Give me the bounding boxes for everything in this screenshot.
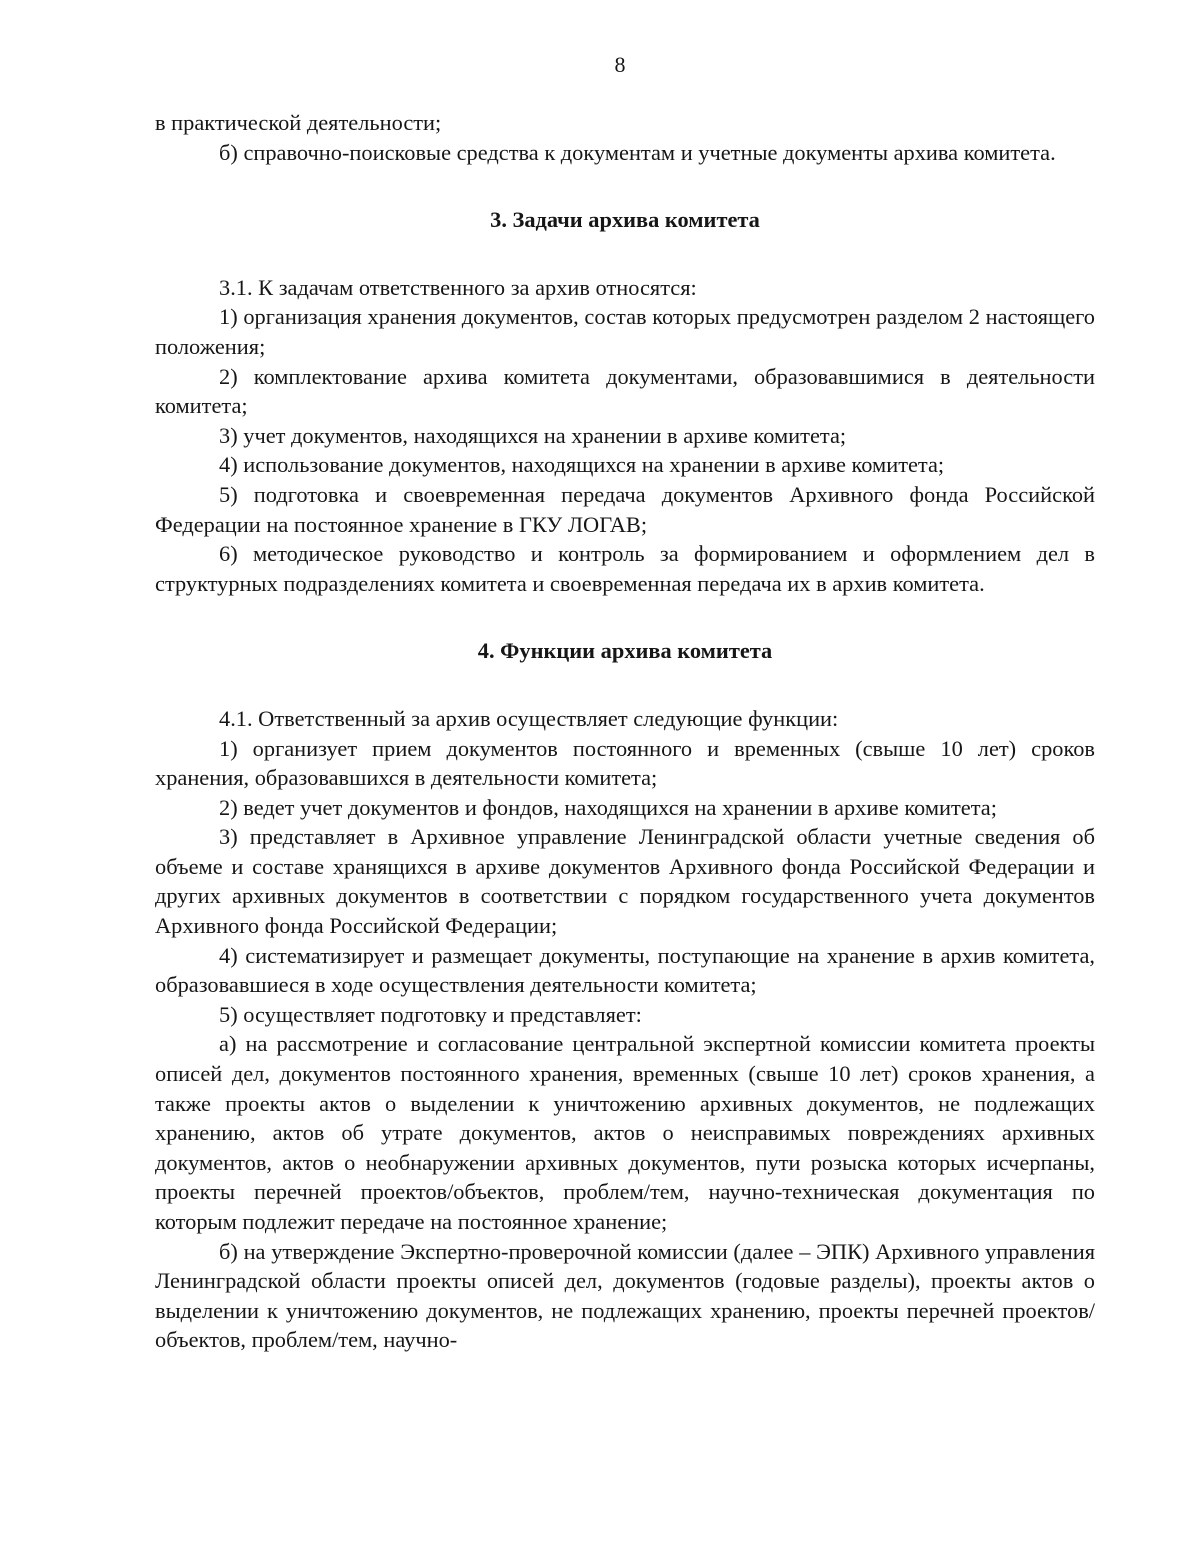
list-item: 5) осуществляет подготовку и представляет: xyxy=(219,1001,642,1027)
section-heading-4: 4. Функции архива комитета xyxy=(477,638,773,664)
paragraph: 3.1. К задачам ответственного за архив относятся: xyxy=(219,274,697,300)
list-item: 1) организация хранения документов, состав которых предусмотрен разделом 2 настоящего положения; xyxy=(155,304,1095,359)
list-item: 2) ведет учет документов и фондов, находящихся на хранении в архиве комитета; xyxy=(219,794,997,820)
page-number: 8 xyxy=(614,52,626,77)
list-item: б) на утверждение Экспертно-проверочной комиссии (далее – ЭПК) Архивного управления Ленинградской области проекты описей дел, документов (годовые разделы), проекты актов о выделении к уничтожению документов, не подлежащих хранению, проекты перечней проектов/объектов, проблем/тем, научно- xyxy=(155,1238,1095,1353)
paragraph: б) справочно-поисковые средства к документам и учетные документы архива комитета. xyxy=(219,139,1056,165)
list-item: 3) представляет в Архивное управление Ленинградской области учетные сведения об объеме и составе хранящихся в архиве документов Архивного фонда Российской Федерации и других архивных документов в соответствии с порядком государственного учета документов Архивного фонда Российской Федерации; xyxy=(155,824,1095,939)
section-heading-3: 3. Задачи архива комитета xyxy=(490,207,760,233)
list-item: 4) систематизирует и размещает документы, поступающие на хранение в архив комитета, образовавшиеся в ходе осуществления деятельности комитета; xyxy=(155,942,1095,998)
paragraph: в практической деятельности; xyxy=(155,110,442,135)
list-item: 3) учет документов, находящихся на хранении в архиве комитета; xyxy=(219,422,847,448)
list-item: 4) использование документов, находящихся на хранении в архиве комитета; xyxy=(219,452,945,478)
list-item: 1) организует прием документов постоянного и временных (свыше 10 лет) сроков хранения, образовавшихся в деятельности комитета; xyxy=(155,735,1095,791)
list-item: 6) методическое руководство и контроль за формированием и оформлением дел в структурных подразделениях комитета и своевременная передача их в архив комитета. xyxy=(155,541,1095,596)
paragraph: 4.1. Ответственный за архив осуществляет следующие функции: xyxy=(219,705,839,731)
list-item: 2) комплектование архива комитета документами, образовавшимися в деятельности комитета; xyxy=(155,363,1095,419)
list-item: а) на рассмотрение и согласование центральной экспертной комиссии комитета проекты описей дел, документов постоянного хранения, временных (свыше 10 лет) сроков хранения, а также проекты актов о выделении к уничтожению архивных документов, не подлежащих хранению, актов об утрате документов, актов о неисправимых повреждениях архивных документов, актов о необнаружении архивных документов, пути розыска которых исчерпаны, проекты перечней проектов/объектов, проблем/тем, научно-техническая документация по которым подлежит передаче на постоянное хранение; xyxy=(155,1031,1095,1234)
list-item: 5) подготовка и своевременная передача документов Архивного фонда Российской Федерации на постоянное хранение в ГКУ ЛОГАВ; xyxy=(155,481,1095,537)
document-body xyxy=(155,108,1095,1355)
